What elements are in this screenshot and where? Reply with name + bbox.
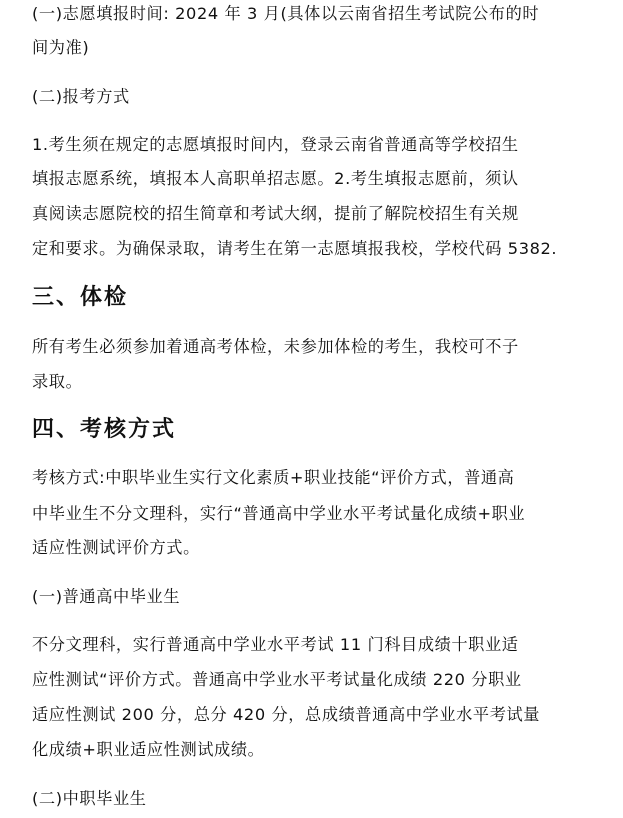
- section-subtitle: (二)报考方式: [32, 87, 130, 106]
- paragraph-line: 化成绩+职业适应性测试成绩。: [32, 740, 265, 759]
- section-heading: 三、体检: [32, 285, 129, 310]
- paragraph-line: 考核方式:中职毕业生实行文化素质+职业技能“评价方式，普通高: [32, 468, 515, 487]
- paragraph-line: 定和要求。为确保录取，请考生在第一志愿填报我校，学校代码 5382.: [32, 239, 558, 258]
- paragraph-line: (一)志愿填报时间: 2024 年 3 月(具体以云南省招生考试院公布的时: [32, 4, 540, 23]
- paragraph-line: 真阅读志愿院校的招生简章和考试大纲，提前了解院校招生有关规: [32, 204, 519, 223]
- paragraph-line: 所有考生必须参加着通高考体检，未参加体检的考生，我校可不子: [32, 337, 519, 356]
- paragraph-line: 应性测试“评价方式。普通高中学业水平考试量化成绩 220 分职业: [32, 670, 522, 689]
- paragraph-line: 1.考生须在规定的志愿填报时间内，登录云南省普通高等学校招生: [32, 135, 519, 154]
- section-subtitle: (一)普通高中毕业生: [32, 587, 181, 606]
- paragraph-line: 填报志愿系统，填报本人高职单招志愿。2.考生填报志愿前，须认: [32, 169, 519, 188]
- section-heading: 四、考核方式: [32, 417, 177, 442]
- paragraph-line: 中毕业生不分文理科，实行“普通高中学业水平考试量化成绩+职业: [32, 504, 526, 523]
- section-subtitle: (二)中职毕业生: [32, 789, 147, 808]
- paragraph-line: 间为准): [32, 38, 90, 57]
- paragraph-line: 不分文理科，实行普通高中学业水平考试 11 门科目成绩十职业适: [32, 635, 519, 654]
- paragraph-line: 适应性测试 200 分，总分 420 分，总成绩普通高中学业水平考试量: [32, 705, 541, 724]
- paragraph-line: 录取。: [32, 372, 83, 391]
- paragraph-line: 适应性测试评价方式。: [32, 538, 200, 557]
